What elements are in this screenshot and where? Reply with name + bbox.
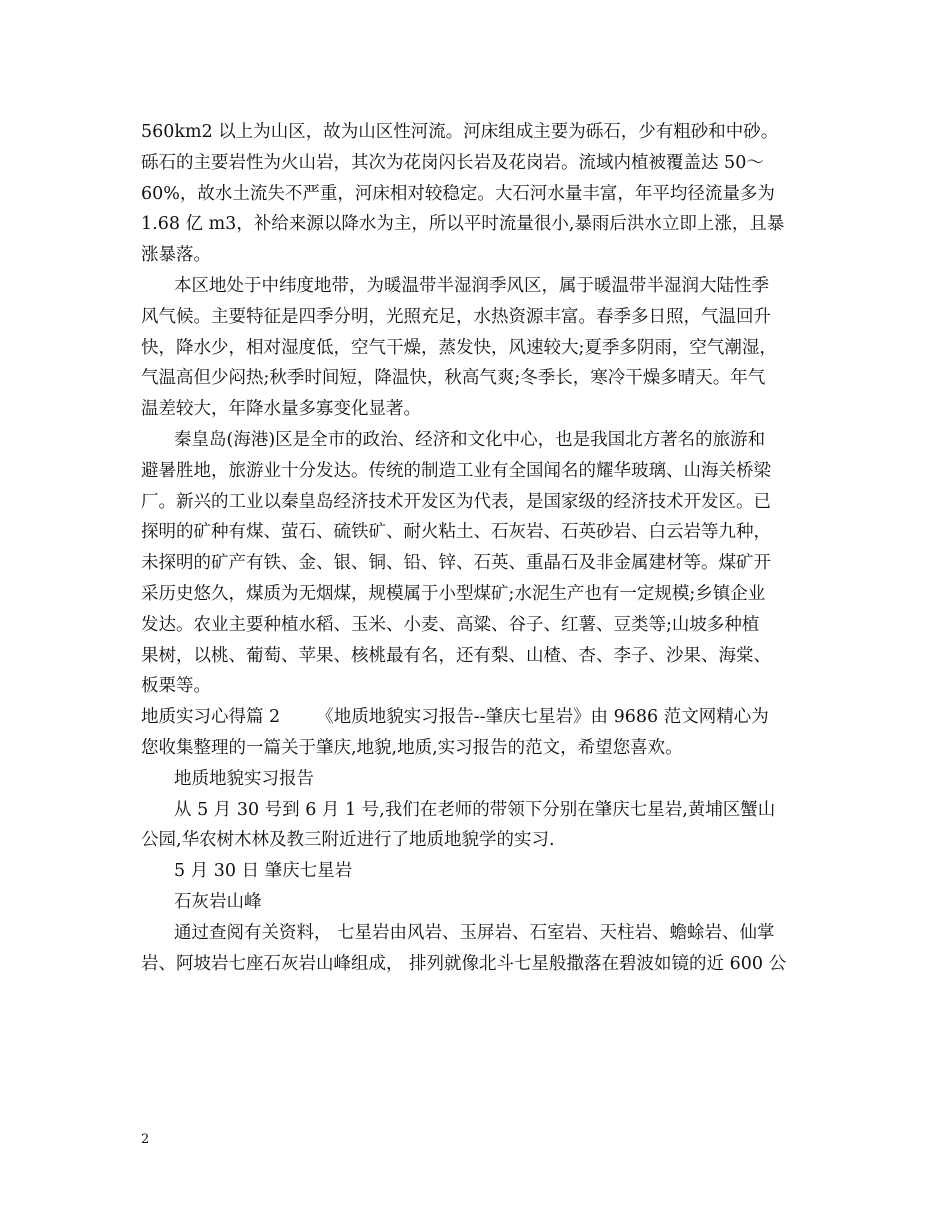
text-line: 气温高但少闷热;秋季时间短，降温快，秋高气爽;冬季长，寒冷干燥多晴天。年气 xyxy=(141,368,766,389)
text-line: 果树，以桃、葡萄、苹果、核桃最有名，还有梨、山楂、杏、李子、沙果、海棠、 xyxy=(141,645,771,666)
text-line: 560km2 以上为山区，故为山区性河流。河床组成主要为砾石，少有粗砂和中砂。 xyxy=(141,122,779,142)
text-line: 快，降水少，相对湿度低，空气干燥，蒸发快，风速较大;夏季多阴雨，空气潮湿， xyxy=(141,337,777,358)
text-line: 避暑胜地，旅游业十分发达。传统的制造工业有全国闻名的耀华玻璃、山海关桥梁 xyxy=(141,460,771,481)
text-line: 本区地处于中纬度地带，为暖温带半湿润季风区，属于暖温带半湿润大陆性季 xyxy=(174,275,769,296)
section-heading-line xyxy=(141,702,813,733)
text-line: 板栗等。 xyxy=(141,676,211,697)
text-line: 风气候。主要特征是四季分明，光照充足，水热资源丰富。春季多日照，气温回升 xyxy=(141,306,771,327)
text-line: 岩、阿坡岩七座石灰岩山峰组成， 排列就像北斗七星般撒落在碧波如镜的近 600 公 xyxy=(141,953,787,974)
section-heading: 地质实习心得篇 2 xyxy=(141,707,281,728)
text-line: 1.68 亿 m3，补给来源以降水为主，所以平时流量很小,暴雨后洪水立即上涨，且暴 xyxy=(141,214,785,235)
text-line: 砾石的主要岩性为火山岩，其次为花岗闪长岩及花岗岩。流域内植被覆盖达 50～ xyxy=(141,152,764,173)
subheading: 石灰岩山峰 xyxy=(174,891,262,912)
text-line: 60%，故水土流失不严重，河床相对较稳定。大石河水量丰富，年平均径流量多为 xyxy=(141,183,775,204)
text-line: 采历史悠久，煤质为无烟煤，规模属于小型煤矿;水泥生产也有一定规模;乡镇企业 xyxy=(141,583,766,604)
page-number: 2 xyxy=(141,1132,150,1147)
text-line: 涨暴落。 xyxy=(141,245,211,266)
text-line: 探明的矿种有煤、萤石、硫铁矿、耐火粘土、石灰岩、石英砂岩、白云岩等九种， xyxy=(141,522,771,543)
text-line: 厂。新兴的工业以秦皇岛经济技术开发区为代表，是国家级的经济技术开发区。已 xyxy=(141,491,771,512)
text-line: 通过查阅有关资料， 七星岩由风岩、玉屏岩、石室岩、天柱岩、蟾蜍岩、仙掌 xyxy=(174,922,775,943)
date-heading: 5 月 30 日 肇庆七星岩 xyxy=(174,861,353,882)
text-line: 您收集整理的一篇关于肇庆,地貌,地质,实习报告的范文，希望您喜欢。 xyxy=(141,737,683,758)
intro-text: 《地质地貌实习报告--肇庆七星岩》由 9686 范文网精心为 xyxy=(316,707,769,728)
report-title: 地质地貌实习报告 xyxy=(174,768,314,789)
text-line: 从 5 月 30 号到 6 月 1 号,我们在老师的带领下分别在肇庆七星岩,黄埔区蟹山 xyxy=(174,799,776,820)
document-body xyxy=(141,117,813,979)
text-line: 温差较大，年降水量多寡变化显著。 xyxy=(141,399,421,420)
text-line: 秦皇岛(海港)区是全市的政治、经济和文化中心，也是我国北方著名的旅游和 xyxy=(174,429,766,450)
text-line: 发达。农业主要种植水稻、玉米、小麦、高粱、谷子、红薯、豆类等;山坡多种植 xyxy=(141,614,760,635)
text-line: 公园,华农树木林及教三附近进行了地质地貌学的实习. xyxy=(141,830,555,851)
text-line: 未探明的矿产有铁、金、银、铜、铅、锌、石英、重晶石及非金属建材等。煤矿开 xyxy=(141,553,771,574)
